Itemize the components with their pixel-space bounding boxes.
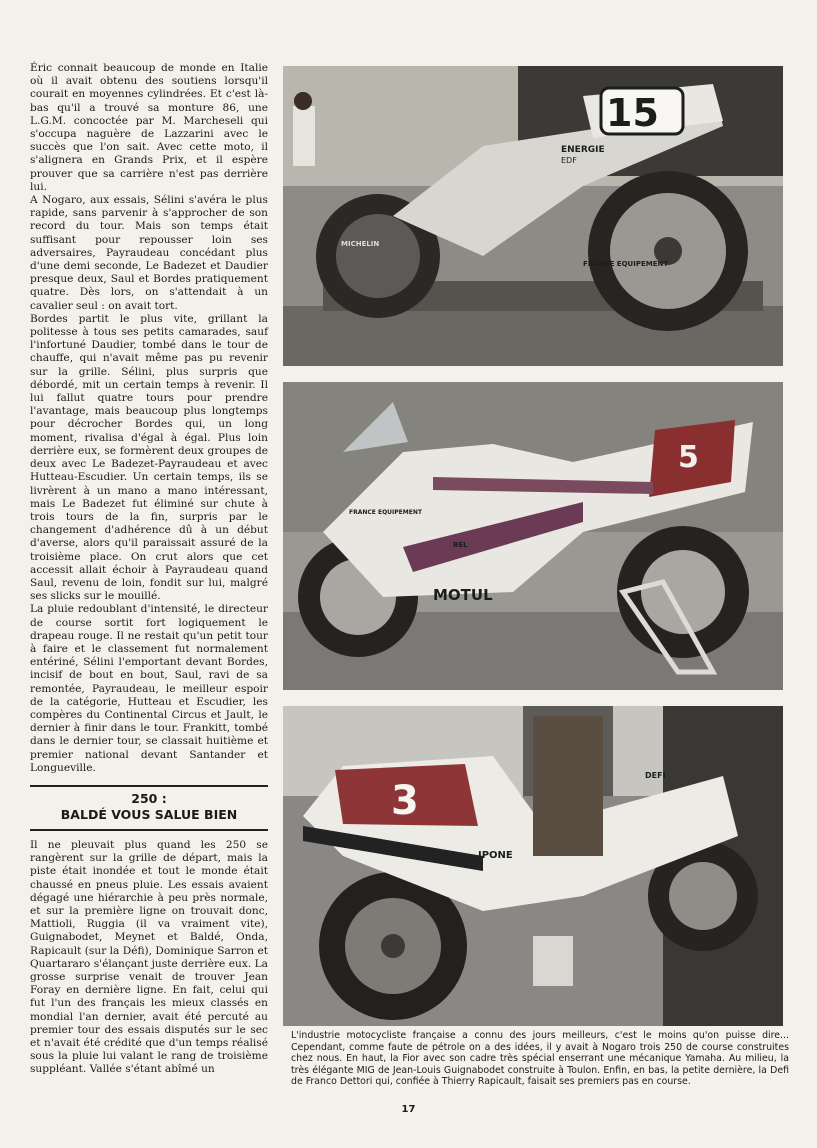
subheading-line1: 250 : [131,790,167,806]
photo-caption: L'industrie motocycliste française a connu des jours meilleurs, c'est le moins qu'on puisse dire... Cependant, comme faute de pétrole on a des idées, il y avait à Nogaro trois 250 de course construites chez nous. En haut, la Fior avec son cadre très spécial enserrant une mécanique Yamaha. Au milieu, la très élégante MIG de Jean-Louis Guignabodet construite à Toulon. Enfin, en bas, la petite dernière, la Defi de Franco Dettori qui, confiée à Thierry Rapicault, faisait ses premiers pas en course. [291,1030,789,1088]
sponsor-text: IPONE [478,850,513,861]
photo-mig-illustration [283,382,783,690]
photo-defi-illustration [283,706,783,1026]
subheading-line2: BALDÉ VOUS SALUE BIEN [60,806,238,822]
sponsor-text: EDF [561,156,577,165]
photo-fior-motorcycle [283,66,783,366]
sponsor-text: BEL [453,541,468,549]
article-paragraph: Il ne pleuvait plus quand les 250 se rangèrent sur la grille de départ, mais la piste était inondée et tout le monde était chaussé en pneus pluie. Les essais avaient dégagé une hiérarchie à peu près normale, et sur la première ligne on trouvait donc, Mattioli, Ruggia (il va vraiment vite), Guignabodet, Meynet et Baldé, Onda, Rapicault (sur la Défi), Dominique Sarron et Quartararo s'élançant juste derrière eux. La grosse surprise venait de trouver Jean Foray en dernière ligne. En fait, celui qui fut l'un des français les mieux classés en mondial l'an dernier, avait été percuté au premier tour des essais disputés sur le sec et n'avait été crédité que d'un temps réalisé sous la pluie lui valant le rang de troisième suppléant. Vallée s'étant abîmé un [30,838,268,1076]
photo-fior-illustration [283,66,783,366]
photo-defi-motorcycle [283,706,783,1026]
bike-number-text: 3 [391,778,419,824]
photo-mig-motorcycle [283,382,783,690]
article-paragraph: Éric connait beaucoup de monde en Italie où il avait obtenu des soutiens lorsqu'il courait en moyennes cylindrées. Et c'est là-bas qu'il a trouvé sa monture 86, une L.G.M. concoctée par M. Marcheseli qui s'occupa naguère de Lazzarini avec le succès que l'on sait. Avec cette moto, il s'alignera en Grands Prix, et il espère prouver que sa carrière n'est pas derrière lui. [30,62,268,193]
sponsor-text: DEFI [645,771,666,780]
article-paragraph: Bordes partit le plus vite, grillant la politesse à tous ses petits camarades, sauf l'infortuné Daudier, tombé dans le tour de chauffe, qui n'avait même pas pu revenir sur la grille. Sélini, plus surpris que débordé, mit un certain temps à revenir. Il lui fallut quatre tours pour prendre l'avantage, mais beaucoup plus longtemps pour décrocher Bordes qui, un long moment, rivalisa d'égal à égal. Plus loin derrière eux, se formèrent deux groupes de deux avec Le Badezet-Payraudeau et avec Hutteau-Escudier. Un certain temps, ils se livrèrent à un mano a mano intéressant, mais Le Badezet fut éliminé sur chute à trois tours de la fin, surpris par le changement d'adhérence dû à un début d'averse, alors qu'il paraissait assuré de la troisième place. On crut alors que cet accessit allait échoir à Payraudeau quand Saul, revenu de loin, fondit sur lui, malgré ses slicks sur le mouillé. [30,312,268,603]
article-paragraph: La pluie redoublant d'intensité, le directeur de course sortit fort logiquement le drapeau rouge. Il ne restait qu'un petit tour à faire et le classement fut normalement entériné, Sélini l'emportant devant Bordes, incisif de bout en bout, Saul, ravi de sa remontée, Payraudeau, le meilleur espoir de la catégorie, Hutteau et Escudier, les compères du Continental Circus et Jault, le dernier à finir dans le tour. Frankitt, tombé dans le dernier tour, se classait huitième et premier national devant Santander et Longueville. [30,603,268,774]
sponsor-text: MOTUL [433,586,493,604]
tyre-text: MICHELIN [341,240,380,248]
bike-number-text: 5 [678,440,699,475]
article-column [30,62,268,1077]
section-subheading [30,785,268,831]
page-number: 17 [401,1104,416,1115]
sponsor-text: FRANCE EQUIPEMENT [583,260,669,268]
bike-number-text: 15 [606,91,659,135]
article-paragraph: A Nogaro, aux essais, Sélini s'avéra le plus rapide, sans parvenir à s'approcher de son record du tour. Mais son temps était suffisant pour repousser loin ses adversaires, Payraudeau concédant plus d'une demi seconde, Le Badezet et Daudier presque deux, Saul et Bordes pratiquement quatre. Dès lors, on s'attendait à un cavalier seul : on avait tort. [30,194,268,312]
sponsor-text: FRANCE EQUIPEMENT [349,509,422,516]
sponsor-text: ENERGIE [561,145,605,155]
